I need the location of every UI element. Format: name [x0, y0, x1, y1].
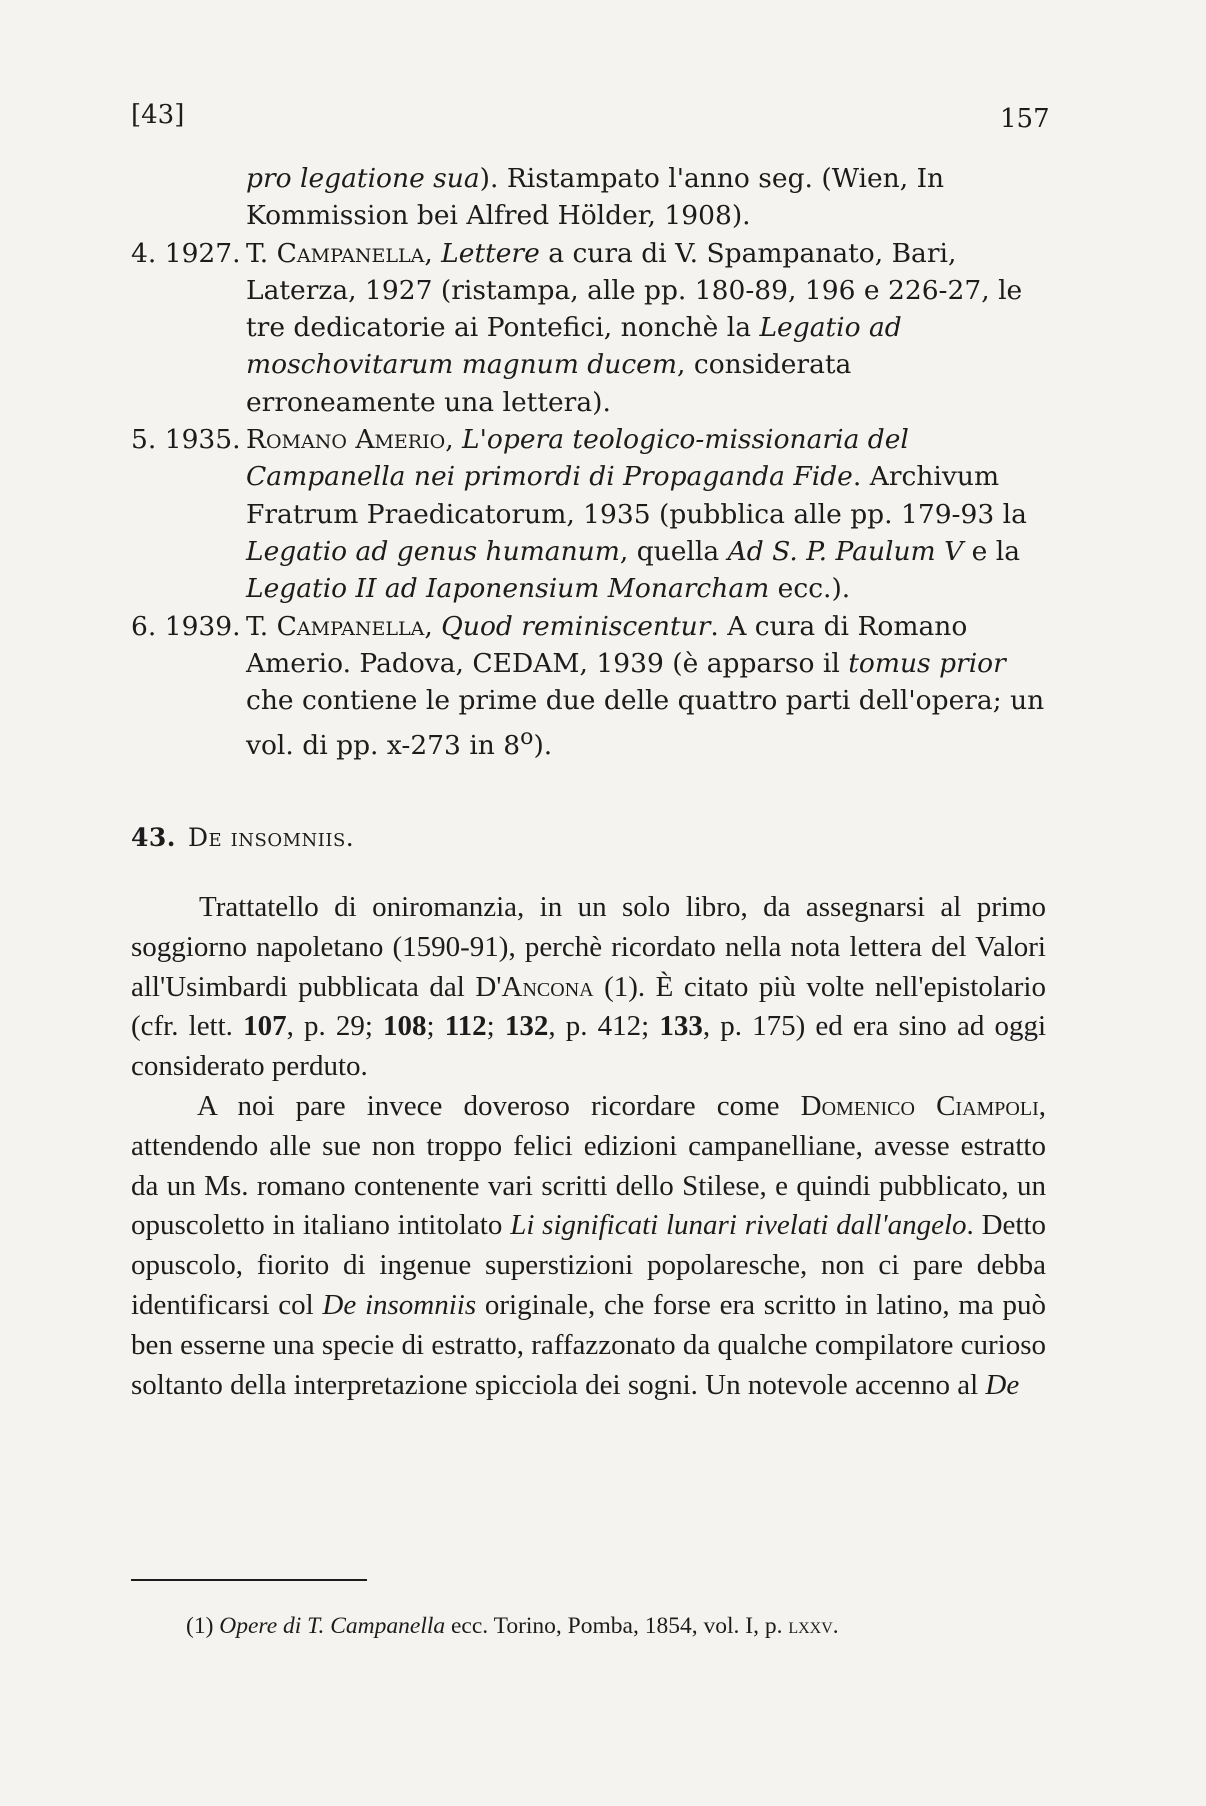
italic-run: Opere di T. Campanella: [219, 1613, 446, 1639]
small-caps-run: Campanella: [276, 610, 425, 642]
bold-run: 107: [243, 1010, 287, 1043]
italic-run: Li significati lunari rivelati dall'angelo: [510, 1209, 967, 1242]
bib-entry: [131, 421, 1046, 607]
bib-entry-number: 5. 1935.: [131, 424, 241, 456]
bibliography-list: [131, 160, 1046, 765]
italic-run: L'opera teologico-missionaria del Campanella nei primordi di Propaganda Fide: [246, 424, 909, 493]
bib-entry-number: 6. 1939.: [131, 610, 241, 642]
superscript-run: o: [520, 725, 534, 751]
italic-run: Quod reminiscentur: [441, 610, 711, 642]
italic-run: Legatio II ad Iaponensium Monarcham: [246, 573, 770, 605]
bib-entry: [131, 608, 1046, 765]
bib-entry-number: 4. 1927.: [131, 237, 241, 269]
footnote-rule: [131, 1579, 367, 1581]
italic-run: Legatio ad genus humanum: [246, 535, 620, 567]
section-title: De insomniis.: [188, 823, 355, 852]
page-number: 157: [1000, 104, 1050, 134]
bib-entry: [131, 160, 1046, 235]
italic-run: De: [985, 1368, 1020, 1401]
paragraph: Trattatello di oniromanzia, in un solo libro, da assegnarsi al primo soggiorno napoletano (1590-91), perchè ricordato nella nota lettera del Valori all'Usimbardi pubblicata dal D'Ancona (1). È citato più volte nell'epistolario (cfr. lett. 107, p. 29; 108; 112; 132, p. 412; 133, p. 175) ed era sino ad oggi considerato perduto.: [131, 891, 1047, 1083]
body-text: [131, 888, 1046, 1405]
small-caps-run: Domenico Ciampoli: [800, 1089, 1039, 1122]
italic-run: tomus prior: [848, 647, 1006, 679]
small-caps-run: Campanella: [276, 237, 425, 269]
small-caps-run: Ancona: [501, 970, 594, 1003]
paragraph: A noi pare invece doveroso ricordare come Domenico Ciampoli, attendendo alle sue non troppo felici edizioni campanelliane, avesse estratto da un Ms. romano contenente vari scritti dello Stilese, e quindi pubblicato, un opuscoletto in italiano intitolato Li significati lunari rivelati dall'angelo. Detto opuscolo, fiorito di ingenue superstizioni popolaresche, non ci pare debba identificarsi col De insomniis originale, che forse era scritto in latino, ma può ben esserne una specie di estratto, raffazzonato da qualche compilatore curioso soltanto della interpretazione spicciola dei sogni. Un notevole accenno al De: [131, 1089, 1047, 1401]
section-number: 43.: [131, 823, 176, 852]
running-head-section: [43]: [131, 100, 185, 130]
bib-entry-text: T. Campanella, Quod reminiscentur. A cura di Romano Amerio. Padova, CEDAM, 1939 (è apparso il tomus prior che contiene le prime due delle quattro parti dell'opera; un vol. di pp. x-273 in 8$^o$).: [246, 610, 1045, 762]
bold-run: 108: [383, 1010, 427, 1043]
small-caps-run: lxxv: [788, 1613, 833, 1639]
italic-run: Lettere: [441, 237, 540, 269]
section-heading: [131, 823, 354, 852]
italic-run: Ad S. P. Paulum V: [727, 535, 964, 567]
bib-entry-text: T. Campanella, Lettere a cura di V. Spampanato, Bari, Laterza, 1927 (ristampa, alle pp. 180-89, 196 e 226-27, le tre dedicatorie ai Pontefici, nonchè la Legatio ad moschovitarum magnum ducem, considerata erroneamente una lettera).: [246, 237, 1023, 418]
italic-run: De insomniis: [322, 1288, 477, 1321]
footnote: (1) Opere di T. Campanella ecc. Torino, Pomba, 1854, vol. I, p. lxxv.: [186, 1613, 839, 1639]
bold-run: 132: [504, 1010, 549, 1043]
italic-run: Legatio ad moschovitarum magnum ducem: [246, 312, 902, 381]
bib-entry-text: Romano Amerio, L'opera teologico-missionaria del Campanella nei primordi di Propaganda Fide. Archivum Fratrum Praedicatorum, 1935 (pubblica alle pp. 179-93 la Legatio ad genus humanum, quella Ad S. P. Paulum V e la Legatio II ad Iaponensium Monarcham ecc.).: [246, 424, 1027, 605]
small-caps-run: Romano Amerio: [246, 424, 446, 456]
bib-entry-text: pro legatione sua). Ristampato l'anno seg. (Wien, In Kommission bei Alfred Hölder, 1908).: [246, 163, 945, 232]
bold-run: 112: [444, 1010, 487, 1043]
bib-entry: [131, 235, 1046, 421]
italic-run: pro legatione sua: [246, 163, 480, 194]
bold-run: 133: [659, 1010, 703, 1043]
